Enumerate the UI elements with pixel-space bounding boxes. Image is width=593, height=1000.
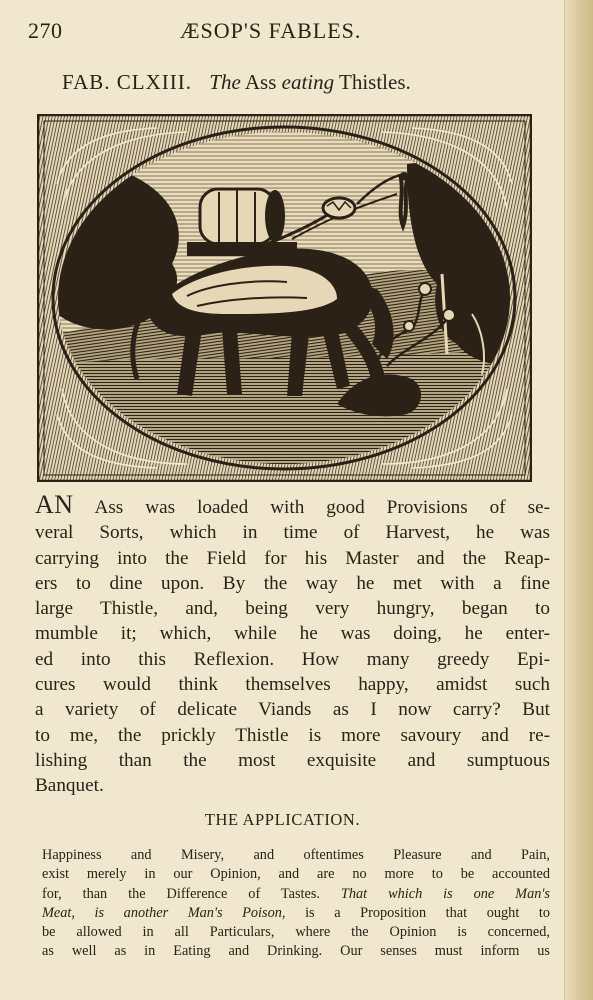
- application-line: as well as in Eating and Drinking. Our senses must inform us: [42, 943, 550, 960]
- application-heading: THE APPLICATION.: [204, 810, 361, 829]
- body-line: AN Ass was loaded with good Provisions of se-: [35, 490, 550, 519]
- application-line: be allowed in all Particulars, where the Opinion is concerned,: [42, 924, 550, 941]
- fable-body: [35, 492, 550, 799]
- application-text: [42, 846, 550, 962]
- title-word-the: The: [209, 70, 241, 94]
- woodcut-illustration: [37, 114, 532, 482]
- application-line: for, than the Difference of Tastes. That which is one Man's: [42, 885, 550, 902]
- title-word-ass: Ass: [244, 70, 277, 94]
- body-line: cures would think themselves happy, amidst such: [35, 674, 550, 696]
- body-line: veral Sorts, which in time of Harvest, he was: [35, 522, 550, 544]
- body-line: ers to dine upon. By the way he met with a fine: [35, 572, 550, 594]
- title-word-eating: eating: [281, 70, 335, 94]
- body-line: to me, the prickly Thistle is more savoury and re-: [35, 724, 550, 746]
- fable-title: [62, 70, 542, 95]
- fable-number: FAB. CLXIII.: [62, 70, 193, 94]
- body-line: ed into this Reflexion. How many greedy Epi-: [35, 648, 550, 670]
- running-head: [0, 18, 565, 46]
- application-line: exist merely in our Opinion, and are no more to be accounted: [42, 866, 550, 883]
- body-line: carrying into the Field for his Master and the Reap-: [35, 547, 550, 569]
- drop-cap: AN: [35, 490, 74, 519]
- body-line: lishing than the most exquisite and sumptuous: [35, 749, 550, 771]
- page-number: 270: [28, 18, 63, 43]
- page-edge: [564, 0, 593, 1000]
- book-title: ÆSOP'S FABLES.: [180, 18, 362, 43]
- title-word-thistles: Thistles.: [339, 70, 411, 94]
- body-line: large Thistle, and, being very hungry, began to: [35, 598, 550, 620]
- body-line: Banquet.: [35, 775, 104, 797]
- body-line: mumble it; which, while he was doing, he enter-: [35, 623, 550, 645]
- application-line: Meat, is another Man's Poison, is a Proposition that ought to: [42, 904, 551, 921]
- application-line: Happiness and Misery, and oftentimes Pleasure and Pain,: [42, 847, 550, 863]
- body-line: a variety of delicate Viands as I now carry? But: [35, 699, 550, 721]
